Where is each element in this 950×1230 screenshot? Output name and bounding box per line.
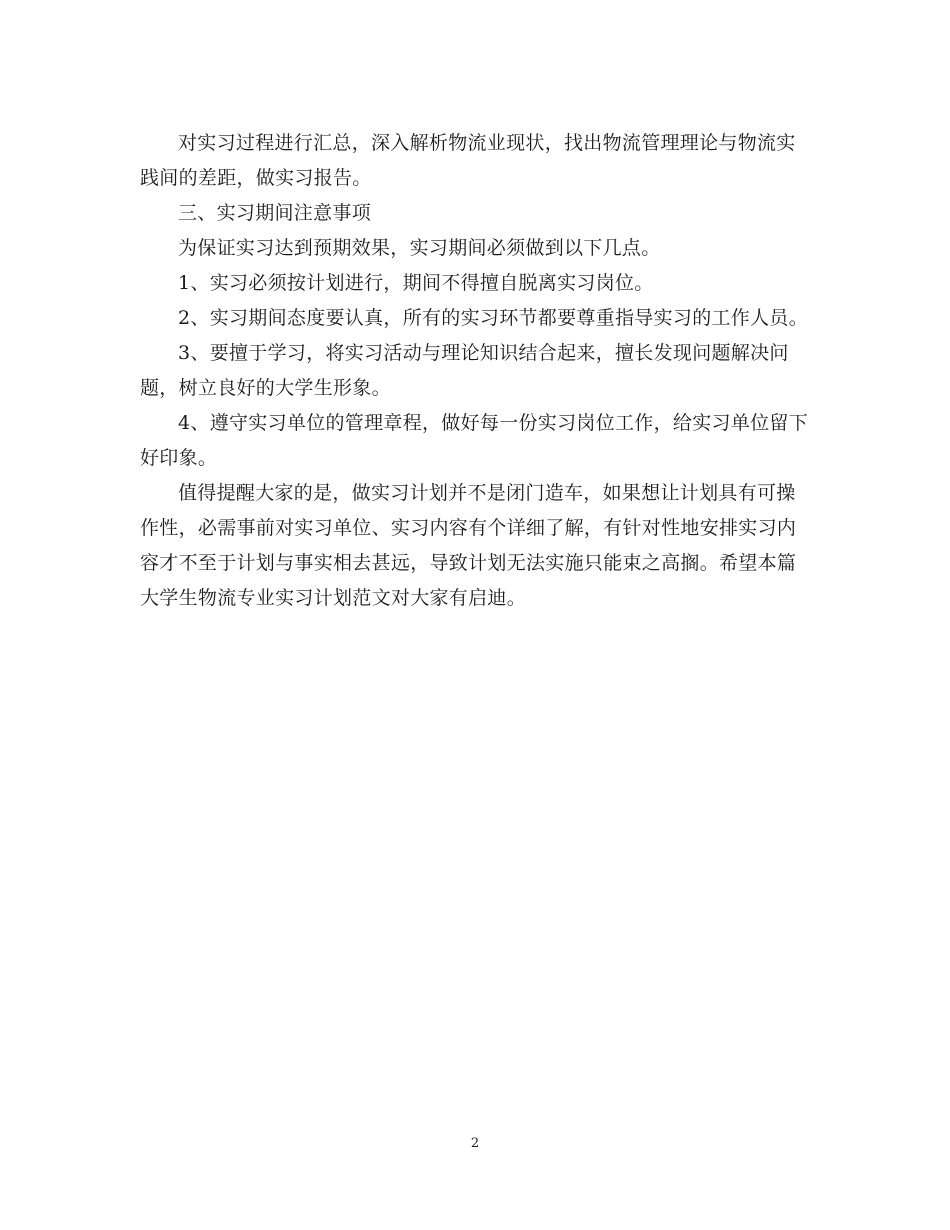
list-item-3: 3、要擅于学习，将实习活动与理论知识结合起来，擅长发现问题解决问题，树立良好的大学生形象。 <box>140 342 789 399</box>
paragraph-intro: 为保证实习达到预期效果，实习期间必须做到以下几点。 <box>178 237 661 259</box>
page-number: 2 <box>470 1136 480 1151</box>
list-item-4: 4、遵守实习单位的管理章程，做好每一份实习岗位工作，给实习单位留下好印象。 <box>140 412 808 469</box>
paragraph-conclusion: 值得提醒大家的是，做实习计划并不是闭门造车，如果想让计划具有可操作性，必需事前对实习单位、实习内容有个详细了解，有针对性地安排实习内容才不至于计划与事实相去甚远，导致计划无法实施只能束之高搁。希望本篇大学生物流专业实习计划范文对大家有启迪。 <box>140 482 797 609</box>
list-item-1: 1、实习必须按计划进行，期间不得擅自脱离实习岗位。 <box>178 272 654 294</box>
section-heading-notes: 三、实习期间注意事项 <box>178 202 372 224</box>
paragraph-summary: 对实习过程进行汇总，深入解析物流业现状，找出物流管理理论与物流实践间的差距，做实习报告。 <box>140 132 796 189</box>
body-text <box>140 126 810 616</box>
list-item-2: 2、实习期间态度要认真，所有的实习环节都要尊重指导实习的工作人员。 <box>178 307 808 329</box>
